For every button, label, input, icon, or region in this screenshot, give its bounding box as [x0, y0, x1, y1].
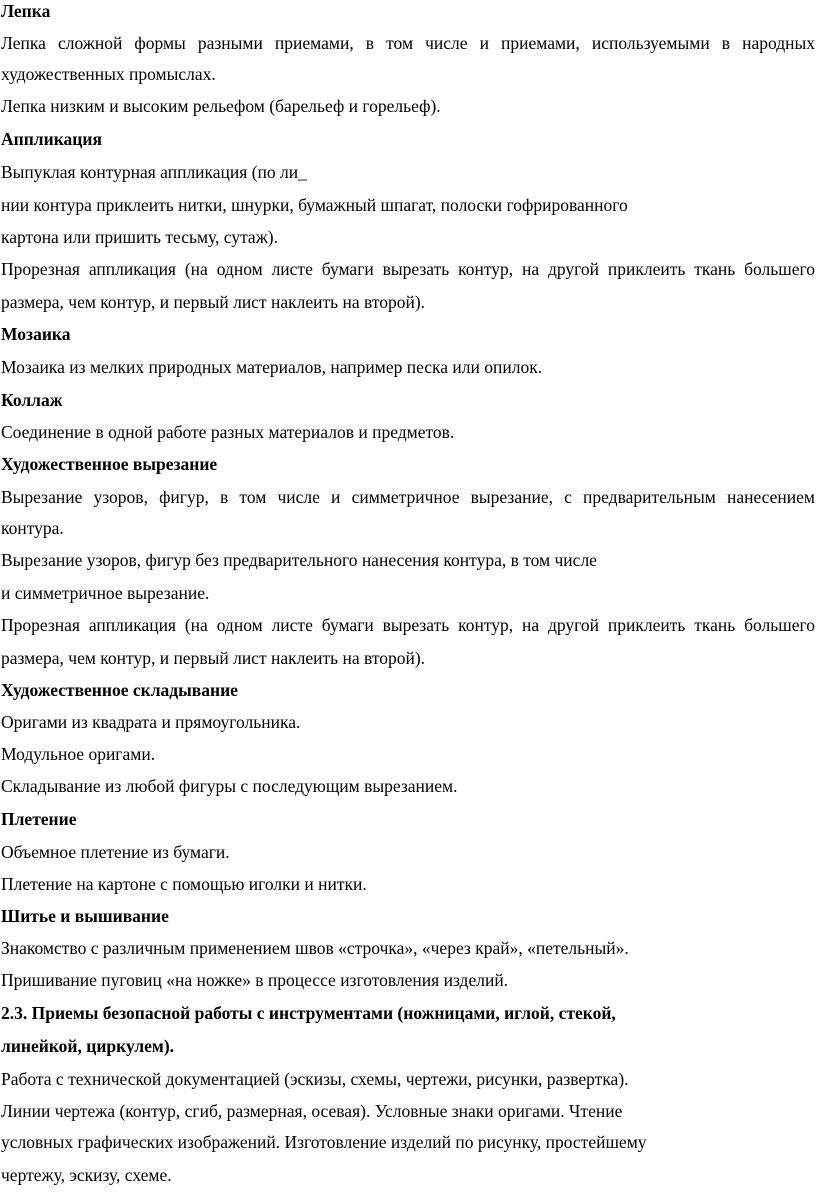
paragraph-line: размера, чем контур, и первый лист наклеить на второй).	[1, 292, 426, 312]
paragraph-line: Объемное плетение из бумаги.	[1, 842, 230, 862]
paragraph-line: Плетение на картоне с помощью иголки и нитки.	[1, 874, 367, 894]
paragraph-line: Соединение в одной работе разных материалов и предметов.	[1, 422, 455, 442]
heading-kollazh: Коллаж	[1, 390, 63, 410]
paragraph-line: и симметричное вырезание.	[1, 583, 210, 603]
paragraph-line: картона или пришить тесьму, сутаж).	[1, 227, 278, 247]
heading-hud-skladyvanie: Художественное складывание	[1, 680, 238, 700]
paragraph-line: Модульное оригами.	[1, 744, 156, 764]
heading-section-2-3: 2.3. Приемы безопасной работы с инструментами (ножницами, иглой, стекой,	[1, 1003, 616, 1023]
paragraph-line: Вырезание узоров, фигур, в том числе и симметричное вырезание, с предварительным нанесением	[1, 487, 815, 507]
paragraph-line: Лепка низким и высоким рельефом (барельеф и горельеф).	[1, 96, 441, 116]
paragraph-line: Вырезание узоров, фигур без предварительного нанесения контура, в том числе	[1, 550, 597, 570]
heading-shitye: Шитье и вышивание	[1, 906, 169, 926]
heading-pletenie: Плетение	[1, 809, 77, 829]
heading-lepka: Лепка	[1, 1, 51, 21]
paragraph-line: Работа с технической документацией (эскизы, схемы, чертежи, рисунки, развертка).	[1, 1069, 629, 1089]
paragraph-line: Выпуклая контурная аппликация (по ли_	[1, 162, 307, 182]
paragraph-line: размера, чем контур, и первый лист наклеить на второй).	[1, 648, 426, 668]
paragraph-line: художественных промыслах.	[1, 64, 216, 84]
paragraph-line: Знакомство с различным применением швов «строчка», «через край», «петельный».	[1, 938, 629, 958]
paragraph-line: Оригами из квадрата и прямоугольника.	[1, 712, 301, 732]
paragraph-line: Линии чертежа (контур, сгиб, размерная, осевая). Условные знаки оригами. Чтение	[1, 1101, 623, 1121]
paragraph-line: Пришивание пуговиц «на ножке» в процессе изготовления изделий.	[1, 970, 509, 990]
paragraph-line: чертежу, эскизу, схеме.	[1, 1165, 172, 1185]
heading-section-2-3-cont: линейкой, циркулем).	[1, 1036, 175, 1056]
paragraph-line: Прорезная аппликация (на одном листе бумаги вырезать контур, на другой приклеить ткань большего	[1, 615, 815, 635]
paragraph-line: Мозаика из мелких природных материалов, например песка или опилок.	[1, 357, 543, 377]
heading-hud-vyrezanie: Художественное вырезание	[1, 454, 218, 474]
paragraph-line: нии контура приклеить нитки, шнурки, бумажный шпагат, полоски гофрированного	[1, 195, 628, 215]
heading-mozaika: Мозаика	[1, 324, 71, 344]
paragraph-line: Прорезная аппликация (на одном листе бумаги вырезать контур, на другой приклеить ткань большего	[1, 259, 815, 279]
heading-applikatsiya: Аппликация	[1, 129, 102, 149]
paragraph-line: Лепка сложной формы разными приемами, в том числе и приемами, используемыми в народных	[1, 33, 815, 53]
paragraph-line: Складывание из любой фигуры с последующим вырезанием.	[1, 776, 458, 796]
paragraph-line: условных графических изображений. Изготовление изделий по рисунку, простейшему	[1, 1132, 647, 1152]
paragraph-line: контура.	[1, 518, 64, 538]
